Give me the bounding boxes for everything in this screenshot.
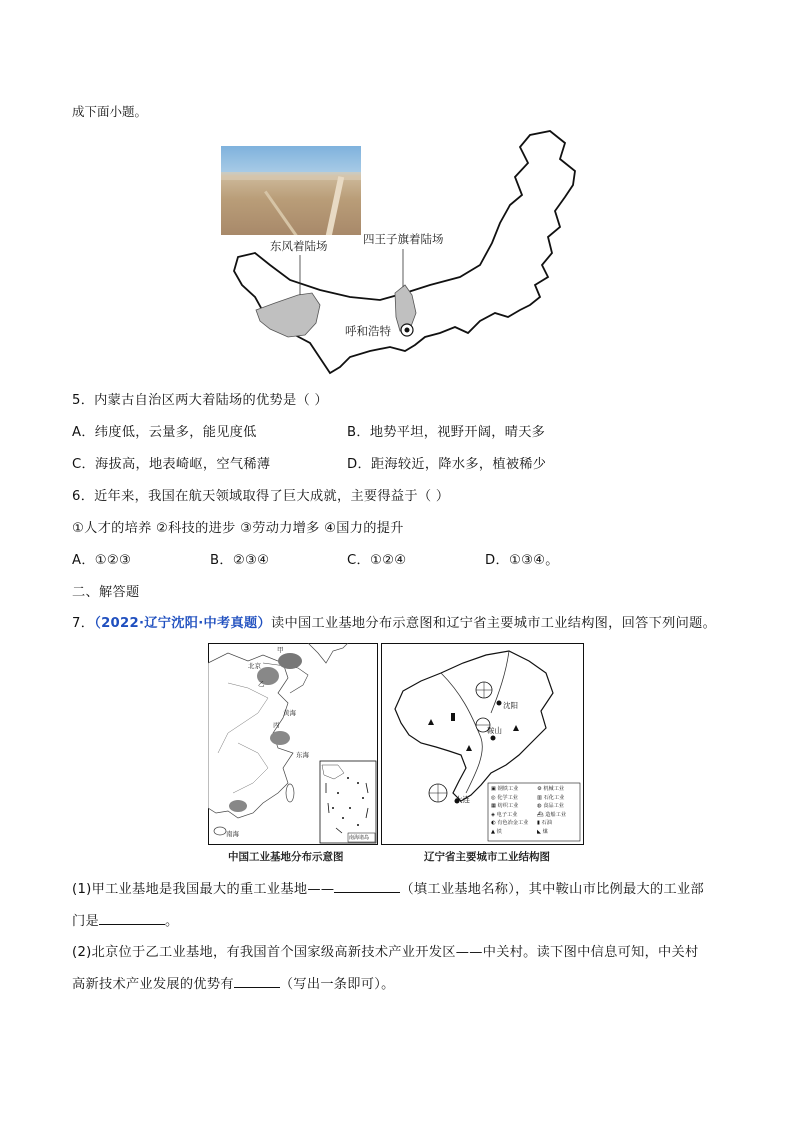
legend-item-shipbuilding: ⛴ 造船工业 bbox=[537, 811, 567, 818]
label-donghai: 东海 bbox=[296, 751, 309, 759]
legend-item-coal: ◣ 煤 bbox=[537, 828, 548, 835]
left-map-caption: 中国工业基地分布示意图 bbox=[228, 851, 344, 863]
base-hu-ning-hang bbox=[270, 731, 290, 745]
q6-option-c[interactable]: C．①②④ bbox=[347, 553, 407, 568]
legend-item-iron: ▲ 铁 bbox=[491, 828, 502, 835]
q7-source: （2022·辽宁沈阳·中考真题） bbox=[94, 616, 271, 631]
q7-sub2-line2: 高新技术产业发展的优势有 （写出一条即可）。 bbox=[72, 977, 395, 992]
q7-stem: 7．（2022·辽宁沈阳·中考真题）读中国工业基地分布示意图和辽宁省主要城市工业结构图，回答下列问题。 bbox=[72, 616, 717, 631]
legend bbox=[491, 785, 579, 836]
legend-item-textile: ▦ 纺织工业 bbox=[491, 803, 519, 809]
label-bing: 丙 bbox=[273, 721, 280, 729]
china-industrial-map bbox=[208, 643, 378, 845]
legend-item-food: ◍ 食品工业 bbox=[537, 803, 564, 809]
label-nanhai: 南海 bbox=[226, 830, 239, 838]
label-huhehaote: 呼和浩特 bbox=[345, 324, 391, 338]
legend-item-steel: ▣ 钢铁工业 bbox=[491, 786, 519, 792]
label-jia: 甲 bbox=[277, 646, 284, 654]
label-dongfeng: 东风着陆场 bbox=[270, 239, 328, 253]
legend-item-electronics: ◈ 电子工业 bbox=[491, 811, 518, 818]
q5-option-b[interactable]: B．地势平坦，视野开阔，晴天多 bbox=[347, 425, 546, 440]
label-yi: 乙 bbox=[258, 680, 265, 688]
label-beijing: 北京 bbox=[248, 662, 261, 670]
label-nanhai-zhudao: 南海诸岛 bbox=[349, 835, 370, 841]
q6-stem: 6．近年来，我国在航天领域取得了巨大成就，主要得益于（ ） bbox=[72, 489, 450, 504]
blank-advantage[interactable] bbox=[234, 975, 280, 988]
q5-option-d[interactable]: D．距海较近，降水多，植被稀少 bbox=[347, 457, 547, 472]
q5-option-a[interactable]: A．纬度低，云量多，能见度低 bbox=[72, 425, 257, 440]
right-map-caption: 辽宁省主要城市工业结构图 bbox=[424, 851, 550, 863]
legend-item-nonferrous: ◐ 有色冶金工业 bbox=[491, 820, 529, 826]
q6-items: ①人才的培养 ②科技的进步 ③劳动力增多 ④国力的提升 bbox=[72, 521, 404, 536]
q5-option-c[interactable]: C．海拔高，地表崎岖，空气稀薄 bbox=[72, 457, 271, 472]
legend-item-oil: ▮ 石油 bbox=[537, 820, 552, 826]
intro-text: 成下面小题。 bbox=[72, 104, 148, 119]
label-huanghai: 黄海 bbox=[283, 709, 296, 717]
city-shenyang: 沈阳 bbox=[503, 701, 518, 710]
base-zhujiang bbox=[229, 800, 247, 812]
legend-item-machinery: ⚙ 机械工业 bbox=[537, 786, 565, 792]
legend-item-petrochem: ▥ 石化工业 bbox=[537, 794, 565, 801]
base-liao-zhong-nan bbox=[278, 653, 302, 669]
city-anshan: 鞍山 bbox=[487, 726, 502, 735]
q7-sub1-line2: 门是 。 bbox=[72, 914, 179, 929]
q6-option-a[interactable]: A．①②③ bbox=[72, 553, 132, 568]
section-heading: 二、解答题 bbox=[72, 585, 140, 600]
q6-option-d[interactable]: D．①③④。 bbox=[485, 553, 559, 568]
blank-industry-sector[interactable] bbox=[99, 912, 165, 925]
q7-sub1-line1: (1)甲工业基地是我国最大的重工业基地—— （填工业基地名称），其中鞍山市比例最大的工业部 bbox=[72, 882, 704, 897]
label-siwangzi: 四王子旗着陆场 bbox=[363, 232, 444, 246]
blank-base-name[interactable] bbox=[334, 880, 400, 893]
city-dalian: 大连 bbox=[455, 795, 470, 804]
q7-sub2-line1: (2)北京位于乙工业基地，有我国首个国家级高新技术产业开发区——中关村。读下图中信息可知，中关村 bbox=[72, 945, 699, 960]
legend-item-chemical: ◎ 化学工业 bbox=[491, 794, 518, 801]
q6-option-b[interactable]: B．②③④ bbox=[210, 553, 270, 568]
q5-stem: 5．内蒙古自治区两大着陆场的优势是（ ） bbox=[72, 393, 328, 408]
